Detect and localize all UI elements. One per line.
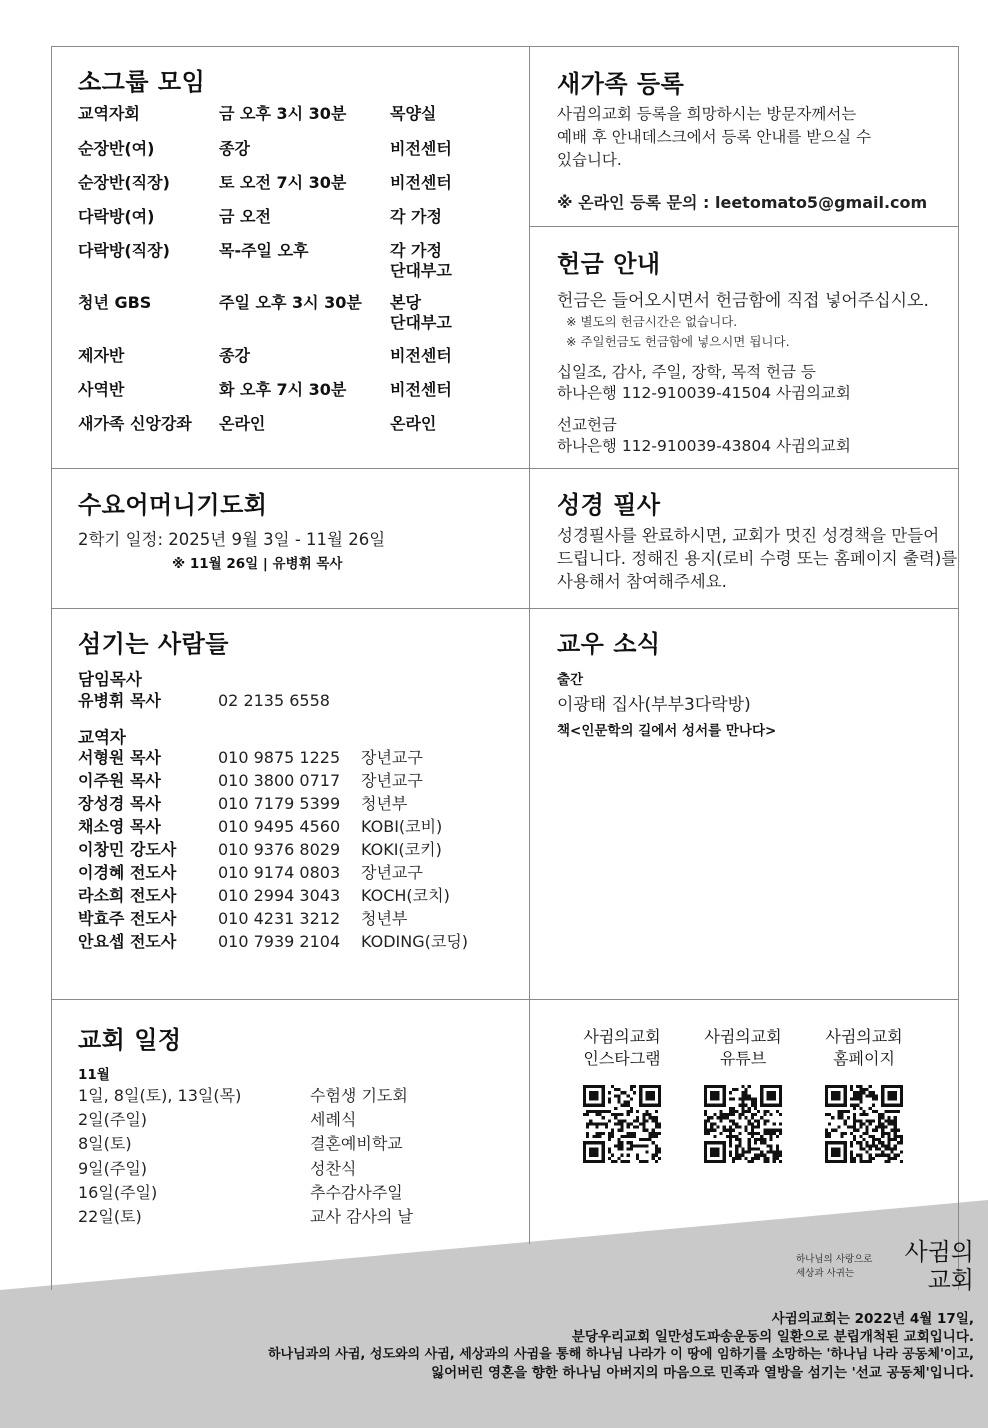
- new-family-title: 새가족 등록: [557, 70, 685, 98]
- church-schedule-title: 교회 일정: [78, 1026, 182, 1054]
- logo-name: 사귐의: [904, 1238, 974, 1266]
- row-divider: [51, 468, 959, 469]
- group-time: 온라인: [219, 414, 266, 433]
- text-line: 성경필사를 완료하시면, 교회가 멋진 성경책을 만들어: [557, 526, 940, 545]
- mothers-prayer-title: 수요어머니기도회: [78, 491, 268, 519]
- group-time: 토 오전 7시 30분: [219, 173, 347, 192]
- group-name: 순장반(여): [78, 139, 155, 158]
- tagline-line: 세상과 사귀는: [796, 1268, 855, 1279]
- group-time: 주일 오후 3시 30분: [219, 293, 362, 312]
- member-news-label: 출간: [557, 672, 584, 688]
- qr-code-icon[interactable]: [583, 1085, 661, 1163]
- member-news-person: 이광태 집사(부부3다락방): [557, 695, 751, 715]
- staff-phone[interactable]: 010 9376 8029: [218, 840, 341, 859]
- staff-name: 채소영 목사: [78, 817, 161, 836]
- staff-department: 장년교구: [361, 863, 423, 882]
- group-time: 금 오전: [219, 207, 271, 226]
- new-family-description: [557, 103, 937, 172]
- event-date: 22일(토): [78, 1207, 142, 1226]
- staff-name: 이주원 목사: [78, 771, 161, 790]
- staff-department: KODING(코딩): [361, 932, 469, 951]
- text-line: 사용해서 참여해주세요.: [557, 572, 727, 591]
- general-offering-account: 하나은행 112-910039-41504 사귐의교회: [557, 384, 851, 402]
- servants-title: 섬기는 사람들: [78, 630, 229, 658]
- event-name: 성찬식: [310, 1158, 357, 1178]
- senior-pastor-label: 담임목사: [78, 670, 142, 689]
- logo-tagline: [796, 1253, 872, 1281]
- event-name: 교사 감사의 날: [310, 1207, 413, 1226]
- event-date: 8일(토): [78, 1134, 132, 1154]
- footer-line: 잃어버린 영혼을 향한 하나님 아버지의 마음으로 민족과 열방을 섬기는 '선교 공동체'입니다.: [431, 1365, 974, 1381]
- staff-department: KOCH(코치): [361, 886, 450, 905]
- group-place: 본당 단대부고: [390, 293, 452, 332]
- qr-label-line: 사귐의교회: [583, 1027, 661, 1046]
- group-time: 화 오후 7시 30분: [219, 380, 347, 399]
- offering-note: ※ 별도의 헌금시간은 없습니다.: [566, 314, 738, 329]
- staff-phone[interactable]: 010 9495 4560: [218, 817, 341, 836]
- group-name: 새가족 신앙강좌: [78, 414, 192, 433]
- member-news-title: 교우 소식: [557, 630, 661, 658]
- group-name: 사역반: [78, 380, 125, 399]
- staff-name: 이경혜 전도사: [78, 863, 177, 882]
- staff-phone[interactable]: 010 2994 3043: [218, 886, 341, 905]
- group-name: 청년 GBS: [78, 293, 152, 312]
- staff-department: 장년교구: [361, 771, 423, 790]
- staff-department: KOBI(코비): [361, 817, 443, 836]
- bible-copy-title: 성경 필사: [557, 491, 661, 519]
- text-line: 예배 후 안내데스크에서 등록 안내를 받으실 수: [557, 128, 872, 146]
- mothers-prayer-note: ※ 11월 26일 | 유병휘 목사: [172, 556, 343, 572]
- mission-offering-account: 하나은행 112-910039-43804 사귐의교회: [557, 437, 851, 455]
- staff-name: 유병휘 목사: [78, 691, 161, 710]
- qr-label-line: 유튜브: [719, 1049, 767, 1068]
- group-name: 순장반(직장): [78, 173, 170, 192]
- group-time: 종강: [219, 139, 250, 158]
- event-date: 9일(주일): [78, 1158, 148, 1178]
- staff-name: 안요셉 전도사: [78, 932, 177, 951]
- staff-name: 박효주 전도사: [78, 909, 177, 928]
- footer-line: 하나님과의 사귐, 성도와의 사귐, 세상과의 사귐을 통해 하나님 나라가 이 땅에 임하기를 소망하는 '하나님 나라 공동체'이고,: [267, 1347, 974, 1362]
- qr-code-icon[interactable]: [704, 1085, 782, 1163]
- bible-copy-description: [557, 524, 957, 593]
- logo-name: 교회: [927, 1266, 974, 1294]
- event-name: 수험생 기도회: [310, 1086, 408, 1105]
- group-place: 비전센터: [390, 173, 452, 192]
- event-name: 추수감사주일: [310, 1182, 403, 1202]
- row-divider: [51, 999, 959, 1000]
- group-time: 종강: [219, 346, 250, 365]
- group-place: 비전센터: [390, 139, 452, 158]
- group-name: 다락방(여): [78, 207, 155, 226]
- group-time: 목-주일 오후: [219, 241, 309, 260]
- qr-label: [562, 1026, 682, 1070]
- qr-label-line: 사귐의교회: [704, 1027, 782, 1046]
- staff-department: 청년부: [361, 794, 408, 813]
- staff-label: 교역자: [78, 728, 126, 747]
- staff-department: KOKI(코키): [361, 840, 442, 859]
- tagline-line: 하나님의 사랑으로: [796, 1254, 873, 1265]
- member-news-book: 책<인문학의 길에서 성서를 만나다>: [557, 723, 777, 739]
- event-date: 1일, 8일(토), 13일(목): [78, 1086, 242, 1105]
- group-place: 온라인: [390, 414, 437, 433]
- qr-label-line: 홈페이지: [833, 1049, 895, 1068]
- group-place: 비전센터: [390, 346, 452, 365]
- event-name: 결혼예비학교: [310, 1134, 403, 1154]
- staff-name: 장성경 목사: [78, 794, 161, 813]
- group-time: 금 오후 3시 30분: [219, 104, 347, 123]
- general-offering-label: 십일조, 감사, 주일, 장학, 목적 헌금 등: [557, 363, 816, 381]
- small-group-title: 소그룹 모임: [78, 68, 206, 96]
- staff-phone[interactable]: 02 2135 6558: [218, 691, 330, 710]
- group-place: 비전센터: [390, 380, 452, 399]
- staff-phone[interactable]: 010 7939 2104: [218, 932, 341, 951]
- staff-name: 이창민 강도사: [78, 840, 177, 859]
- staff-phone[interactable]: 010 4231 3212: [218, 909, 341, 928]
- text-line: 있습니다.: [557, 151, 622, 169]
- footer-line: 분당우리교회 일만성도파송운동의 일환으로 분립개척된 교회입니다.: [571, 1329, 974, 1345]
- staff-name: 라소희 전도사: [78, 886, 177, 905]
- group-name: 제자반: [78, 346, 125, 365]
- group-name: 다락방(직장): [78, 241, 170, 260]
- staff-department: 장년교구: [361, 748, 423, 767]
- mothers-prayer-schedule: 2학기 일정: 2025년 9월 3일 - 11월 26일: [78, 530, 386, 549]
- online-registration-contact[interactable]: ※ 온라인 등록 문의 : leetomato5@gmail.com: [557, 193, 928, 212]
- text-line: 사귐의교회 등록을 희망하시는 방문자께서는: [557, 105, 857, 123]
- qr-label-line: 인스타그램: [583, 1049, 661, 1068]
- footer-line: 사귐의교회는 2022년 4월 17일,: [771, 1311, 974, 1327]
- schedule-month: 11월: [78, 1067, 110, 1083]
- qr-label-line: 사귐의교회: [825, 1027, 903, 1046]
- row-divider: [529, 226, 959, 227]
- row-divider: [51, 608, 959, 609]
- qr-label: [804, 1026, 924, 1070]
- group-place: 목양실: [390, 104, 437, 123]
- staff-phone[interactable]: 010 9174 0803: [218, 863, 341, 882]
- staff-department: 청년부: [361, 909, 408, 928]
- staff-name: 서형원 목사: [78, 748, 161, 767]
- event-date: 2일(주일): [78, 1110, 148, 1130]
- event-name: 세례식: [310, 1110, 357, 1130]
- group-place: 각 가정: [390, 207, 442, 226]
- qr-label: [683, 1026, 803, 1070]
- staff-phone[interactable]: 010 9875 1225: [218, 748, 341, 767]
- staff-phone[interactable]: 010 7179 5399: [218, 794, 341, 813]
- mission-offering-label: 선교헌금: [557, 416, 617, 434]
- church-logo: [886, 1238, 974, 1294]
- event-date: 16일(주일): [78, 1182, 158, 1202]
- text-line: 드립니다. 정해진 용지(로비 수령 또는 홈페이지 출력)를: [557, 549, 958, 568]
- group-name: 교역자회: [78, 104, 140, 123]
- offering-note: ※ 주일헌금도 헌금함에 넣으시면 됩니다.: [566, 334, 790, 349]
- offering-main: 헌금은 들어오시면서 헌금함에 직접 넣어주십시오.: [557, 291, 929, 311]
- qr-code-icon[interactable]: [825, 1085, 903, 1163]
- offering-title: 헌금 안내: [557, 250, 661, 278]
- group-place: 각 가정 단대부고: [390, 241, 452, 280]
- staff-phone[interactable]: 010 3800 0717: [218, 771, 341, 790]
